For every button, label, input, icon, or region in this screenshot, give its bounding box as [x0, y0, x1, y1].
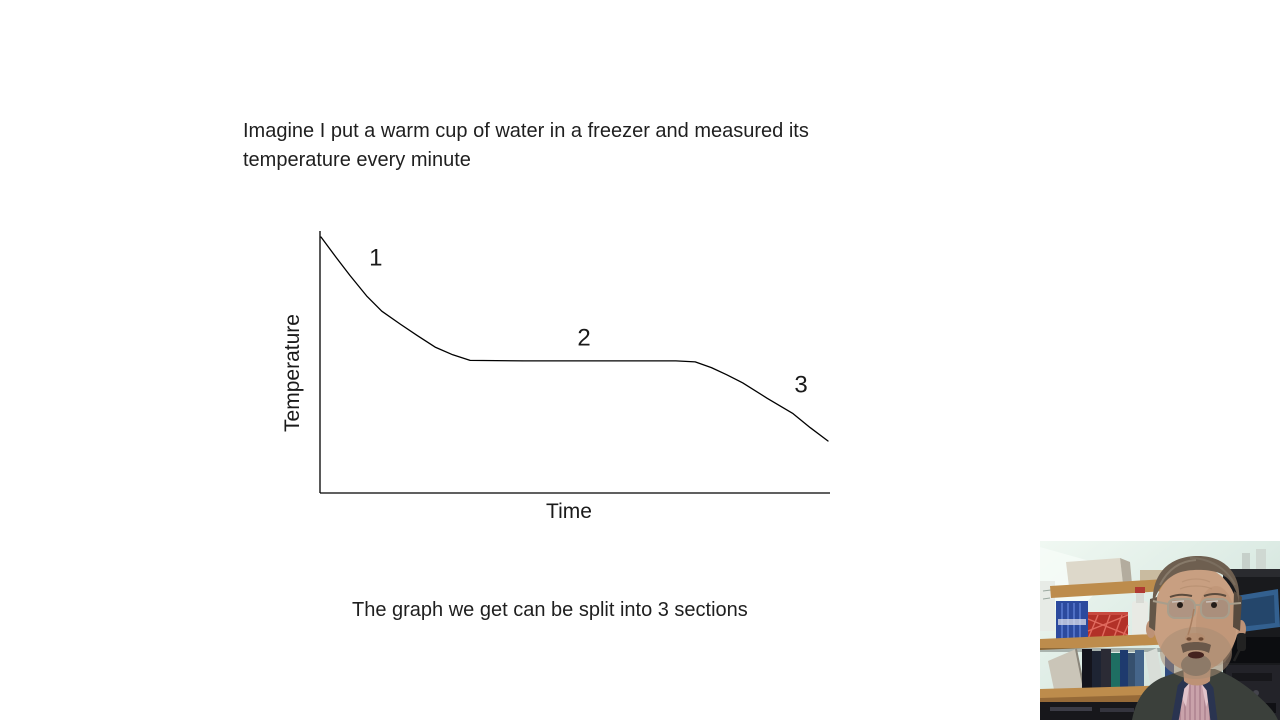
temperature-curve — [321, 237, 828, 441]
section-label-3: 3 — [794, 371, 808, 399]
section-label-2: 2 — [577, 324, 591, 352]
caption-text: The graph we get can be split into 3 sections — [352, 599, 748, 621]
y-axis-label: Temperature — [281, 314, 304, 432]
intro-text: Imagine I put a warm cup of water in a freezer and measured its temperature every minute — [243, 120, 809, 171]
webcam-overlay — [1040, 541, 1280, 720]
earpiece — [1237, 633, 1246, 651]
presenter-mouth — [1188, 652, 1204, 659]
section-label-1: 1 — [369, 244, 383, 272]
section-labels — [369, 245, 808, 399]
webcam-scene — [1040, 541, 1280, 720]
x-axis-label: Time — [546, 500, 592, 523]
